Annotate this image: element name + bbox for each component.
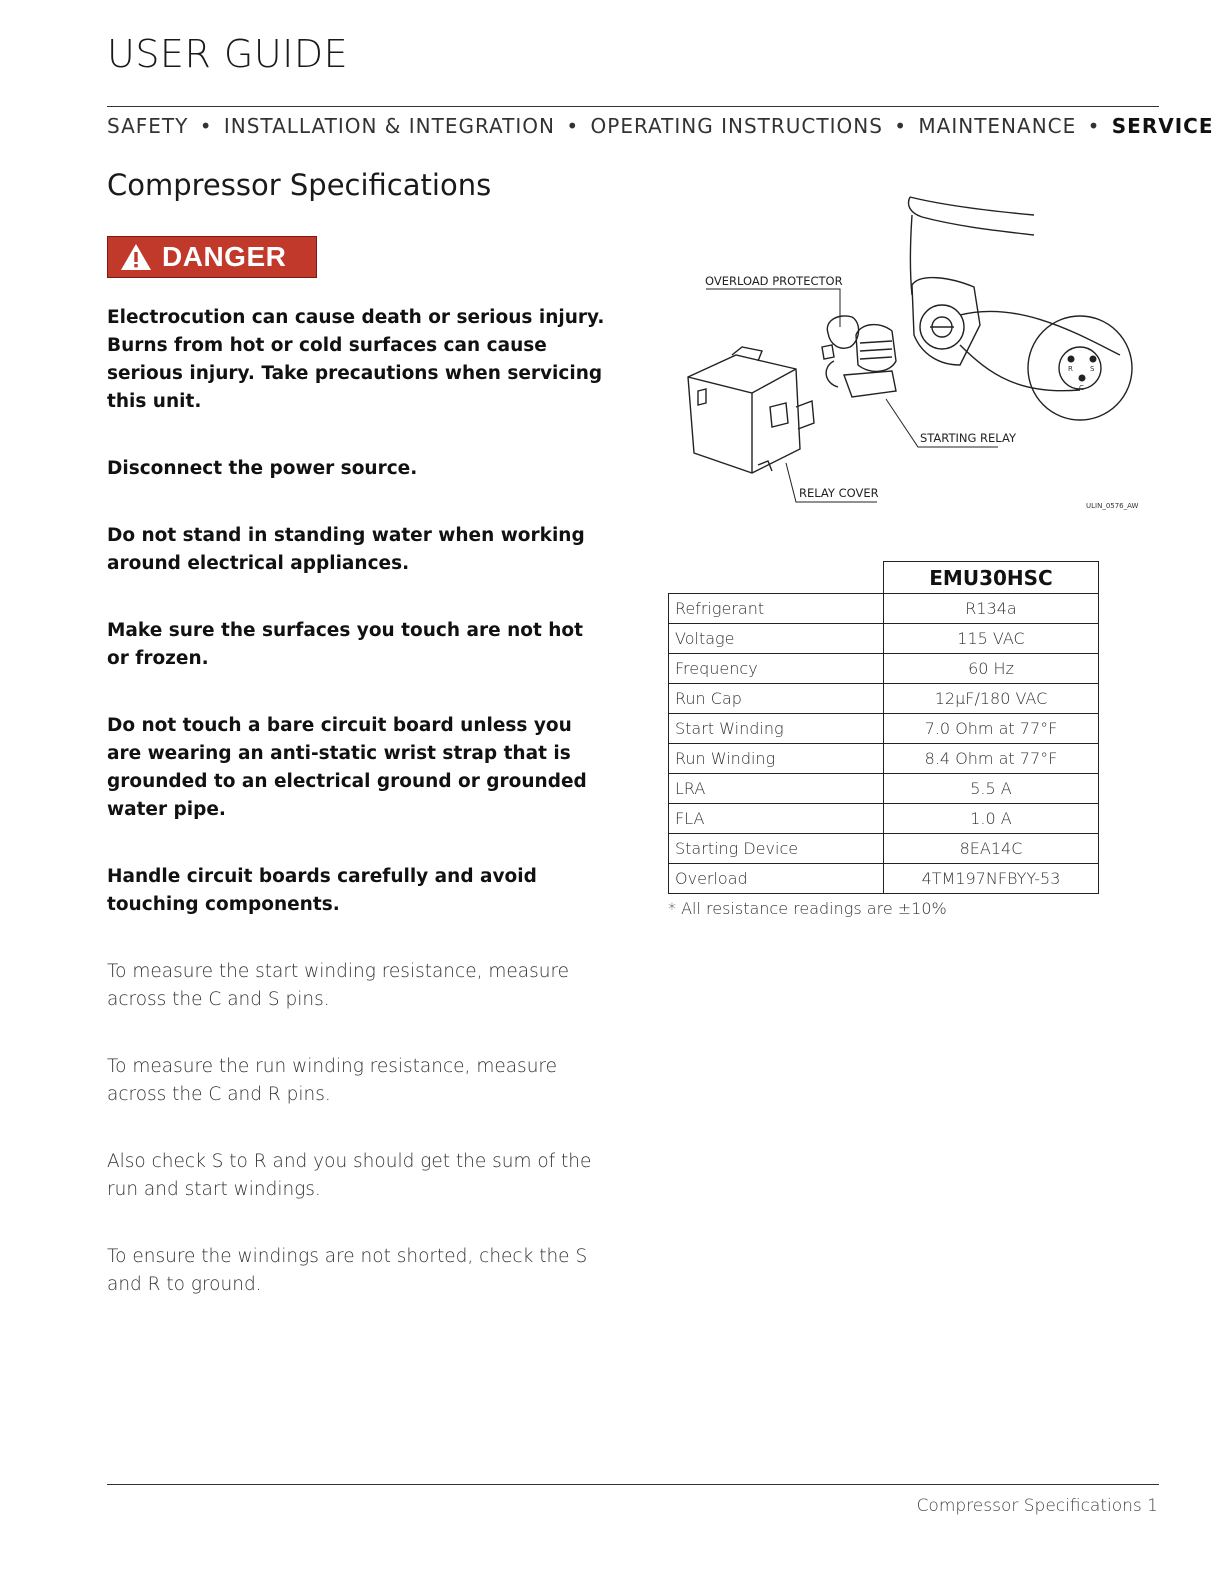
spec-value: 4TM197NFBYY-53	[884, 864, 1099, 894]
instruction-s-to-r: Also check S to R and you should get the sum of the run and start windings.	[107, 1151, 592, 1200]
nav-separator: •	[566, 114, 580, 138]
spec-label: FLA	[669, 804, 884, 834]
section-title: Compressor Specifications	[107, 168, 492, 202]
spec-label: Run Cap	[669, 684, 884, 714]
warning-disconnect-power: Disconnect the power source.	[107, 458, 418, 479]
spec-label: Starting Device	[669, 834, 884, 864]
model-header: EMU30HSC	[884, 562, 1099, 594]
spec-table	[668, 561, 1099, 894]
compressor-diagram	[660, 185, 1160, 520]
warning-standing-water: Do not stand in standing water when working around electrical appliances.	[107, 525, 585, 574]
warning-hot-frozen: Make sure the surfaces you touch are not hot or frozen.	[107, 620, 583, 669]
table-row	[669, 774, 1099, 804]
section-breadcrumb	[107, 114, 1214, 138]
label-relay-cover: RELAY COVER	[799, 486, 879, 500]
header-divider	[107, 106, 1159, 107]
spec-label: Voltage	[669, 624, 884, 654]
table-row	[669, 714, 1099, 744]
spec-label: Refrigerant	[669, 594, 884, 624]
table-row	[669, 864, 1099, 894]
instruction-ground-check: To ensure the windings are not shorted, check the S and R to ground.	[107, 1246, 588, 1295]
spec-label: LRA	[669, 774, 884, 804]
document-title: USER GUIDE	[107, 32, 349, 76]
table-row	[669, 834, 1099, 864]
warning-handle-boards: Handle circuit boards carefully and avoid touching components.	[107, 866, 537, 915]
warning-electrocution: Electrocution can cause death or serious injury. Burns from hot or cold surfaces can cause serious injury. Take precautions when servicing this unit.	[107, 307, 605, 412]
table-header-blank	[669, 562, 884, 594]
spec-value: 1.0 A	[884, 804, 1099, 834]
safety-column	[107, 304, 607, 1338]
nav-operating: OPERATING INSTRUCTIONS	[590, 114, 883, 138]
figure-code: ULIN_0576_AW	[1086, 502, 1139, 510]
table-row	[669, 804, 1099, 834]
spec-value: 12µF/180 VAC	[884, 684, 1099, 714]
spec-value: R134a	[884, 594, 1099, 624]
footer-divider	[107, 1484, 1159, 1485]
table-row	[669, 594, 1099, 624]
pin-s-label: S	[1090, 365, 1095, 373]
pin-r-label: R	[1068, 365, 1073, 373]
table-row	[669, 654, 1099, 684]
danger-label: DANGER	[162, 241, 287, 272]
table-row	[669, 684, 1099, 714]
spec-label: Overload	[669, 864, 884, 894]
danger-badge	[107, 236, 317, 278]
table-footnote: * All resistance readings are ±10%	[668, 899, 947, 918]
nav-separator: •	[199, 114, 213, 138]
spec-value: 8EA14C	[884, 834, 1099, 864]
spec-label: Run Winding	[669, 744, 884, 774]
spec-value: 8.4 Ohm at 77°F	[884, 744, 1099, 774]
spec-value: 5.5 A	[884, 774, 1099, 804]
nav-maintenance: MAINTENANCE	[918, 114, 1077, 138]
nav-installation: INSTALLATION & INTEGRATION	[223, 114, 555, 138]
nav-service: SERVICE	[1111, 114, 1214, 138]
spec-label: Frequency	[669, 654, 884, 684]
instruction-run-winding: To measure the run winding resistance, measure across the C and R pins.	[107, 1056, 557, 1105]
spec-value: 115 VAC	[884, 624, 1099, 654]
instruction-start-winding: To measure the start winding resistance, measure across the C and S pins.	[107, 961, 570, 1010]
warning-circuit-board: Do not touch a bare circuit board unless you are wearing an anti-static wrist strap that is grounded to an electrical ground or grounded water pipe.	[107, 715, 587, 820]
pin-c-label: C	[1079, 384, 1084, 392]
table-header-row	[669, 562, 1099, 594]
label-starting-relay: STARTING RELAY	[920, 431, 1016, 445]
table-row	[669, 744, 1099, 774]
spec-label: Start Winding	[669, 714, 884, 744]
nav-separator: •	[894, 114, 908, 138]
spec-value: 7.0 Ohm at 77°F	[884, 714, 1099, 744]
spec-value: 60 Hz	[884, 654, 1099, 684]
page-footer: Compressor Specifications 1	[916, 1496, 1158, 1516]
nav-safety: SAFETY	[107, 114, 189, 138]
label-overload-protector: OVERLOAD PROTECTOR	[705, 274, 843, 288]
nav-separator: •	[1087, 114, 1101, 138]
warning-triangle-icon	[120, 243, 152, 271]
table-row	[669, 624, 1099, 654]
